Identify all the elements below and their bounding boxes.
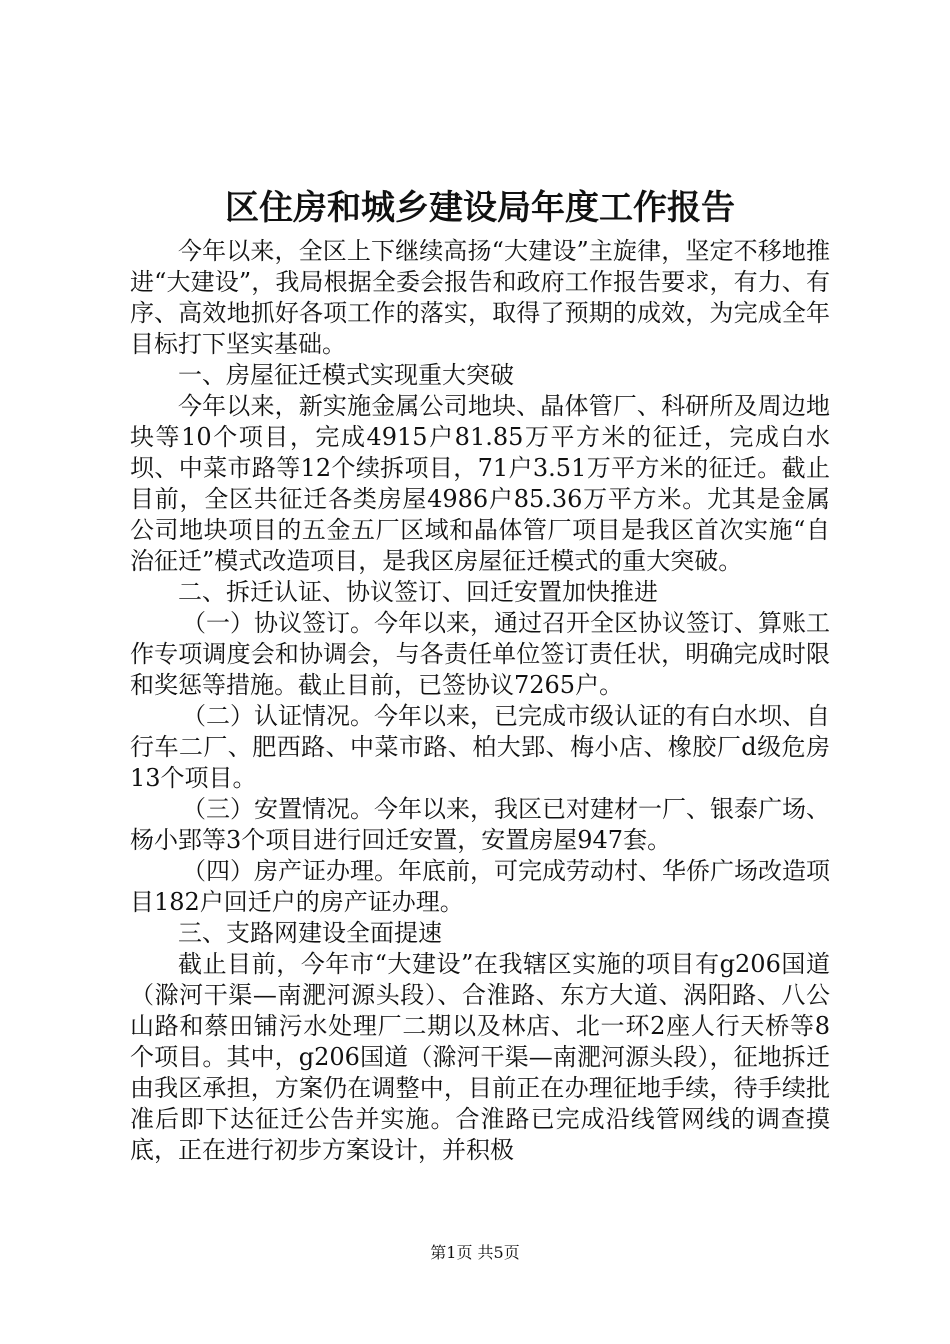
section-heading-2: 二、拆迁认证、协议签订、回迁安置加快推进 xyxy=(178,578,658,606)
section-3-paragraph: 截止目前，今年市“大建设”在我辖区实施的项目有g206国道（滁河干渠—南淝河源头段）、合淮路、东方大道、涡阳路、八公山路和蔡田铺污水处理厂二期以及林店、北一环2座人行天桥等8个项目。其中，g206国道（滁河干渠—南淝河源头段），征地拆迁由我区承担，方案仍在调整中，目前正在办理征地手续，待手续批准后即下达征迁公告并实施。合淮路已完成沿线管网线的调查摸底，正在进行初步方案设计，并积极 xyxy=(130,950,830,1164)
document-body xyxy=(130,236,830,1166)
section-heading-3: 三、支路网建设全面提速 xyxy=(178,919,442,947)
intro-paragraph: 今年以来，全区上下继续高扬“大建设”主旋律，坚定不移地推进“大建设”，我局根据全委会报告和政府工作报告要求，有力、有序、高效地抓好各项工作的落实，取得了预期的成效，为完成全年目标打下坚实基础。 xyxy=(130,237,830,358)
section-2-item-2: （二）认证情况。今年以来，已完成市级认证的有白水坝、自行车二厂、肥西路、中菜市路、柏大郢、梅小店、橡胶厂d级危房13个项目。 xyxy=(130,702,830,792)
section-2-item-1: （一）协议签订。今年以来，通过召开全区协议签订、算账工作专项调度会和协调会，与各责任单位签订责任状，明确完成时限和奖惩等措施。截止目前，已签协议7265户。 xyxy=(130,609,830,699)
section-2-item-3: （三）安置情况。今年以来，我区已对建材一厂、银泰广场、杨小郢等3个项目进行回迁安置，安置房屋947套。 xyxy=(130,795,830,854)
section-1-paragraph: 今年以来，新实施金属公司地块、晶体管厂、科研所及周边地块等10个项目，完成4915户81.85万平方米的征迁，完成白水坝、中菜市路等12个续拆项目，71户3.51万平方米的征迁。截止目前，全区共征迁各类房屋4986户85.36万平方米。尤其是金属公司地块项目的五金五厂区域和晶体管厂项目是我区首次实施“自治征迁”模式改造项目，是我区房屋征迁模式的重大突破。 xyxy=(130,392,830,575)
section-2-item-4: （四）房产证办理。年底前，可完成劳动村、华侨广场改造项目182户回迁户的房产证办理。 xyxy=(130,857,830,916)
page-footer: 第1页 共5页 xyxy=(430,1243,520,1262)
section-heading-1: 一、房屋征迁模式实现重大突破 xyxy=(178,361,514,389)
document-title: 区住房和城乡建设局年度工作报告 xyxy=(225,188,735,228)
